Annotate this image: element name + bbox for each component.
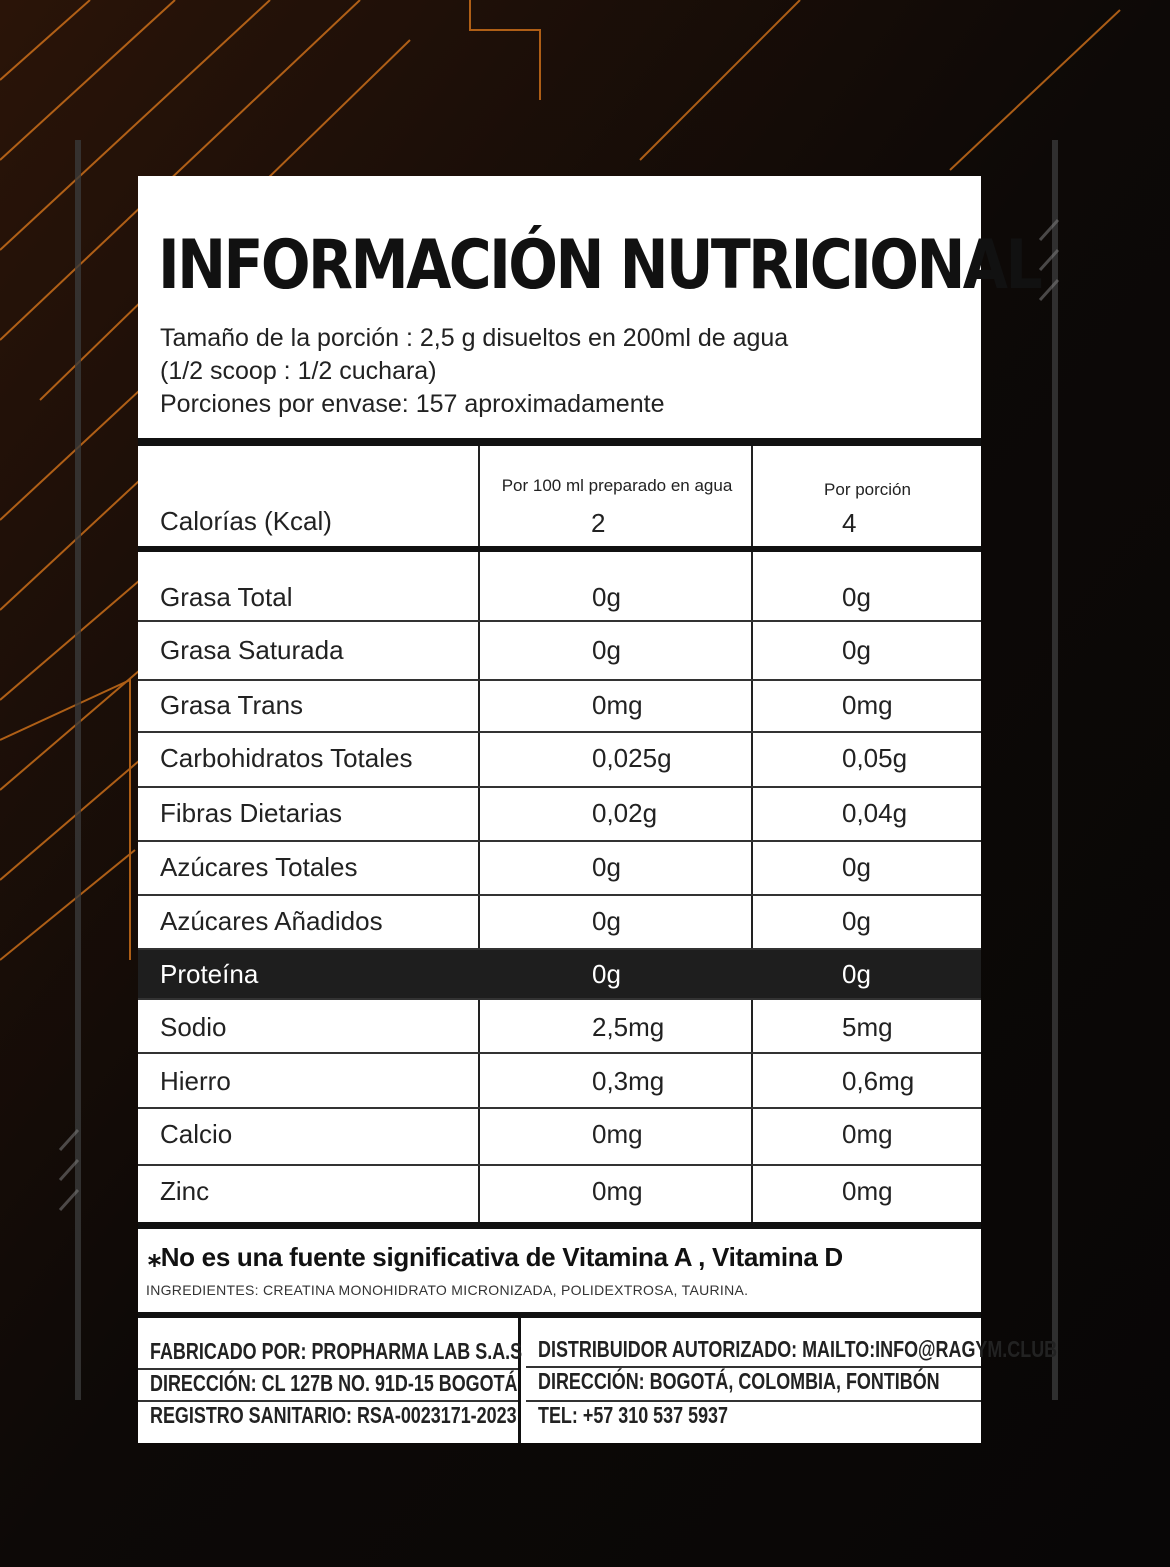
nutrient-per-100ml: 0g xyxy=(592,906,621,936)
ingredients-text: INGREDIENTES: CREATINA MONOHIDRATO MICRONIZADA, POLIDEXTROSA, TAURINA. xyxy=(146,1282,749,1298)
manufacturer-name: FABRICADO POR: PROPHARMA LAB S.A.S xyxy=(150,1338,523,1364)
distributor-info xyxy=(526,1318,1058,1443)
table-row xyxy=(138,1166,981,1222)
nutrient-name: Fibras Dietarias xyxy=(160,798,343,828)
table-row xyxy=(138,788,981,842)
calories-per-100ml: 2 xyxy=(591,508,606,538)
nutrient-per-serving: 5mg xyxy=(842,1012,893,1042)
table-row xyxy=(138,1109,981,1166)
nutrient-per-serving: 0,6mg xyxy=(842,1066,915,1096)
servings-per-container: Porciones por envase: 157 aproximadamente xyxy=(160,390,665,418)
nutrient-per-serving: 0g xyxy=(842,582,871,612)
nutrient-name: Sodio xyxy=(160,1012,227,1042)
manufacturer-address: DIRECCIÓN: CL 127B NO. 91D-15 BOGOTÁ xyxy=(150,1370,518,1396)
nutrient-per-serving: 0,04g xyxy=(842,798,908,828)
table-row xyxy=(138,896,981,950)
nutrient-name: Proteína xyxy=(160,959,259,989)
table-row xyxy=(138,552,981,622)
table-row xyxy=(138,622,981,681)
nutrient-name: Azúcares Totales xyxy=(160,852,358,882)
nutrient-name: Hierro xyxy=(160,1066,231,1096)
calories-row xyxy=(138,446,981,546)
nutrient-per-serving: 0g xyxy=(842,635,871,665)
table-bottom-divider xyxy=(138,1222,981,1229)
sanitary-registration: REGISTRO SANITARIO: RSA-0023171-2023 xyxy=(150,1402,517,1428)
nutrient-name: Zinc xyxy=(160,1176,210,1206)
nutrient-per-serving: 0,05g xyxy=(842,743,908,773)
manufacturer-info xyxy=(138,1318,521,1443)
table-row xyxy=(138,1054,981,1109)
nutrient-name: Azúcares Añadidos xyxy=(160,906,383,936)
nutrient-per-serving: 0g xyxy=(842,959,871,989)
table-row xyxy=(138,842,981,896)
nutrient-per-serving: 0mg xyxy=(842,1119,893,1149)
vitamin-note: ⁎No es una fuente significativa de Vitamina A , Vitamina D xyxy=(148,1242,843,1272)
distributor-address: DIRECCIÓN: BOGOTÁ, COLOMBIA, FONTIBÓN xyxy=(538,1368,940,1394)
nutrient-name: Grasa Total xyxy=(160,582,293,612)
label-title: INFORMACIÓN NUTRICIONAL xyxy=(158,226,1041,305)
nutrient-per-100ml: 0,02g xyxy=(592,798,658,828)
table-row xyxy=(138,733,981,788)
nutrient-per-100ml: 2,5mg xyxy=(592,1012,665,1042)
nutrient-per-100ml: 0g xyxy=(592,959,621,989)
nutrient-per-serving: 0mg xyxy=(842,1176,893,1206)
calories-label: Calorías (Kcal) xyxy=(160,506,332,536)
calories-per-serving: 4 xyxy=(842,508,857,538)
nutrient-per-100ml: 0mg xyxy=(592,690,643,720)
nutrient-name: Carbohidratos Totales xyxy=(160,743,413,773)
distributor-phone: TEL: +57 310 537 5937 xyxy=(538,1402,729,1428)
nutrient-per-100ml: 0g xyxy=(592,852,621,882)
nutrition-label xyxy=(138,176,1058,1443)
serving-size: Tamaño de la porción : 2,5 g disueltos en 200ml de agua xyxy=(160,324,789,352)
nutrient-per-100ml: 0,025g xyxy=(592,743,672,773)
nutrient-per-100ml: 0mg xyxy=(592,1176,643,1206)
nutrient-name: Calcio xyxy=(160,1119,233,1149)
nutrient-per-serving: 0g xyxy=(842,852,871,882)
col-per-serving-header: Por porción xyxy=(824,480,911,499)
nutrient-name: Grasa Saturada xyxy=(160,635,344,665)
distributor-email: DISTRIBUIDOR AUTORIZADO: MAILTO:INFO@RAGYM.CLUB xyxy=(538,1336,1058,1362)
table-row xyxy=(138,1000,981,1054)
nutrient-per-100ml: 0,3mg xyxy=(592,1066,665,1096)
header-divider xyxy=(138,438,981,446)
nutrient-per-100ml: 0mg xyxy=(592,1119,643,1149)
label-header xyxy=(138,176,1041,438)
nutrient-per-100ml: 0g xyxy=(592,582,621,612)
table-row xyxy=(138,681,981,733)
serving-scoop: (1/2 scoop : 1/2 cuchara) xyxy=(160,357,437,385)
col-per-100ml-header: Por 100 ml preparado en agua xyxy=(501,476,733,495)
nutrient-name: Grasa Trans xyxy=(160,690,304,720)
nutrient-per-serving: 0g xyxy=(842,906,871,936)
table-row-highlighted xyxy=(138,950,981,1000)
serving-info xyxy=(160,322,788,421)
nutrient-per-100ml: 0g xyxy=(592,635,621,665)
nutrient-per-serving: 0mg xyxy=(842,690,893,720)
